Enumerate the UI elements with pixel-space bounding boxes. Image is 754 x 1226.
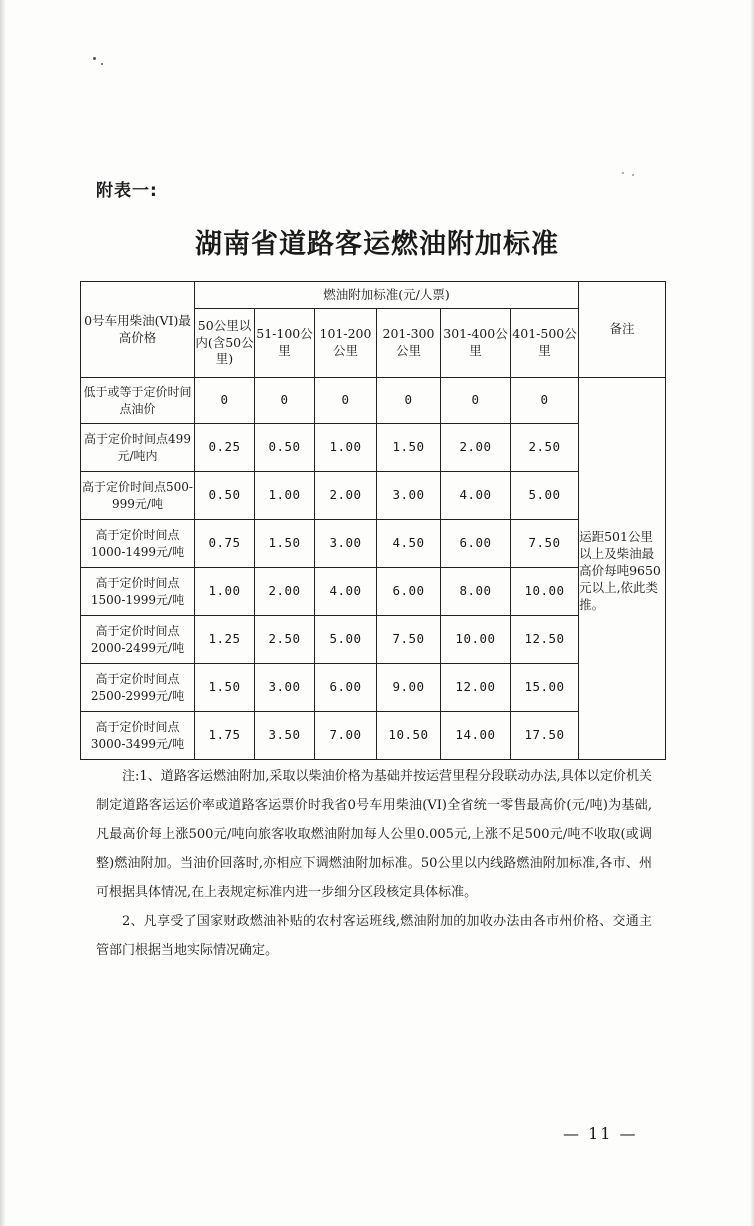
- appendix-label: 附表一:: [96, 181, 158, 201]
- surcharge-value: 0: [377, 378, 441, 424]
- price-range-cell: 高于定价时间点499元/吨内: [81, 424, 195, 472]
- surcharge-value: 0: [441, 378, 511, 424]
- remark-column-header: 备注: [579, 282, 666, 378]
- surcharge-value: 5.00: [315, 616, 377, 664]
- surcharge-value: 0.50: [195, 472, 255, 520]
- price-range-cell: 低于或等于定价时间点油价: [81, 378, 195, 424]
- surcharge-value: 0.25: [195, 424, 255, 472]
- surcharge-value: 0: [511, 378, 579, 424]
- surcharge-value: 2.50: [511, 424, 579, 472]
- price-range-cell: 高于定价时间点1000-1499元/吨: [81, 520, 195, 568]
- table-row: [81, 664, 666, 712]
- scan-speck: [632, 174, 634, 176]
- surcharge-value: 3.00: [255, 664, 315, 712]
- surcharge-value: 0: [195, 378, 255, 424]
- surcharge-value: 1.00: [195, 568, 255, 616]
- surcharge-value: 4.00: [441, 472, 511, 520]
- surcharge-value: 12.50: [511, 616, 579, 664]
- distance-header: 401-500公里: [511, 309, 579, 378]
- surcharge-value: 12.00: [441, 664, 511, 712]
- surcharge-value: 6.00: [377, 568, 441, 616]
- surcharge-value: 2.00: [255, 568, 315, 616]
- surcharge-value: 6.00: [315, 664, 377, 712]
- distance-header: 101-200公里: [315, 309, 377, 378]
- page-number: — 11 —: [563, 1124, 638, 1143]
- scan-speck: [101, 63, 103, 65]
- table-row: [81, 712, 666, 760]
- surcharge-value: 8.00: [441, 568, 511, 616]
- surcharge-value: 3.00: [377, 472, 441, 520]
- remark-cell: [579, 378, 666, 760]
- surcharge-value: 1.75: [195, 712, 255, 760]
- surcharge-value: 4.00: [315, 568, 377, 616]
- surcharge-value: 2.00: [441, 424, 511, 472]
- surcharge-value: 0.50: [255, 424, 315, 472]
- table-row: [81, 520, 666, 568]
- note-paragraph-2: 2、凡享受了国家财政燃油补贴的农村客运班线,燃油附加的加收办法由各市州价格、交通主管部门根据当地实际情况确定。: [96, 914, 652, 958]
- surcharge-value: 1.50: [255, 520, 315, 568]
- note-paragraph-1: 注:1、道路客运燃油附加,采取以柴油价格为基础并按运营里程分段联动办法,具体以定价机关制定道路客运运价率或道路客运票价时我省0号车用柴油(VI)全省统一零售最高价(元/吨)为基础,凡最高价每上涨500元/吨向旅客收取燃油附加每人公里0.005元,上涨不足500元/吨不收取(或调整)燃油附加。当油价回落时,亦相应下调燃油附加标准。50公里以内线路燃油附加标准,各市、州可根据具体情况,在上表规定标准内进一步细分区段核定具体标准。: [96, 769, 652, 900]
- table-row: [81, 472, 666, 520]
- price-range-cell: 高于定价时间点1500-1999元/吨: [81, 568, 195, 616]
- surcharge-value: 3.00: [315, 520, 377, 568]
- surcharge-value: 3.50: [255, 712, 315, 760]
- price-range-cell: 高于定价时间点3000-3499元/吨: [81, 712, 195, 760]
- surcharge-value: 2.00: [315, 472, 377, 520]
- price-range-cell: 高于定价时间点2000-2499元/吨: [81, 616, 195, 664]
- page-edge-shadow: [0, 0, 6, 1226]
- surcharge-value: 17.50: [511, 712, 579, 760]
- surcharge-value: 1.50: [377, 424, 441, 472]
- surcharge-value: 1.50: [195, 664, 255, 712]
- surcharge-value: 4.50: [377, 520, 441, 568]
- distance-header: 50公里以内(含50公里): [195, 309, 255, 378]
- distance-header: 301-400公里: [441, 309, 511, 378]
- surcharge-value: 15.00: [511, 664, 579, 712]
- surcharge-value: 1.00: [255, 472, 315, 520]
- surcharge-value: 10.50: [377, 712, 441, 760]
- surcharge-value: 6.00: [441, 520, 511, 568]
- surcharge-value: 2.50: [255, 616, 315, 664]
- surcharge-value: 0: [315, 378, 377, 424]
- remark-text: 运距501公里以上及柴油最高价每吨9650元以上,依此类推。: [579, 529, 661, 612]
- page-edge-shadow: [750, 0, 754, 1226]
- surcharge-column-header: 燃油附加标准(元/人票): [195, 282, 579, 309]
- table-row: [81, 568, 666, 616]
- surcharge-value: 7.50: [511, 520, 579, 568]
- surcharge-value: 5.00: [511, 472, 579, 520]
- surcharge-value: 7.00: [315, 712, 377, 760]
- surcharge-value: 1.25: [195, 616, 255, 664]
- fuel-surcharge-table: [80, 281, 666, 760]
- surcharge-value: 10.00: [441, 616, 511, 664]
- table-row: [81, 378, 666, 424]
- distance-header: 201-300公里: [377, 309, 441, 378]
- surcharge-value: 14.00: [441, 712, 511, 760]
- surcharge-value: 0: [255, 378, 315, 424]
- document-title: 湖南省道路客运燃油附加标准: [195, 229, 559, 260]
- scan-speck: [622, 172, 624, 174]
- surcharge-value: 9.00: [377, 664, 441, 712]
- price-range-cell: 高于定价时间点2500-2999元/吨: [81, 664, 195, 712]
- surcharge-value: 10.00: [511, 568, 579, 616]
- scan-speck: [93, 57, 96, 60]
- surcharge-value: 0.75: [195, 520, 255, 568]
- table-row: [81, 424, 666, 472]
- distance-header: 51-100公里: [255, 309, 315, 378]
- surcharge-value: 7.50: [377, 616, 441, 664]
- notes-section: [96, 762, 652, 965]
- table-row: [81, 616, 666, 664]
- table-header-row: [81, 282, 666, 309]
- price-column-header: 0号车用柴油(VI)最高价格: [81, 282, 195, 378]
- price-range-cell: 高于定价时间点500-999元/吨: [81, 472, 195, 520]
- surcharge-value: 1.00: [315, 424, 377, 472]
